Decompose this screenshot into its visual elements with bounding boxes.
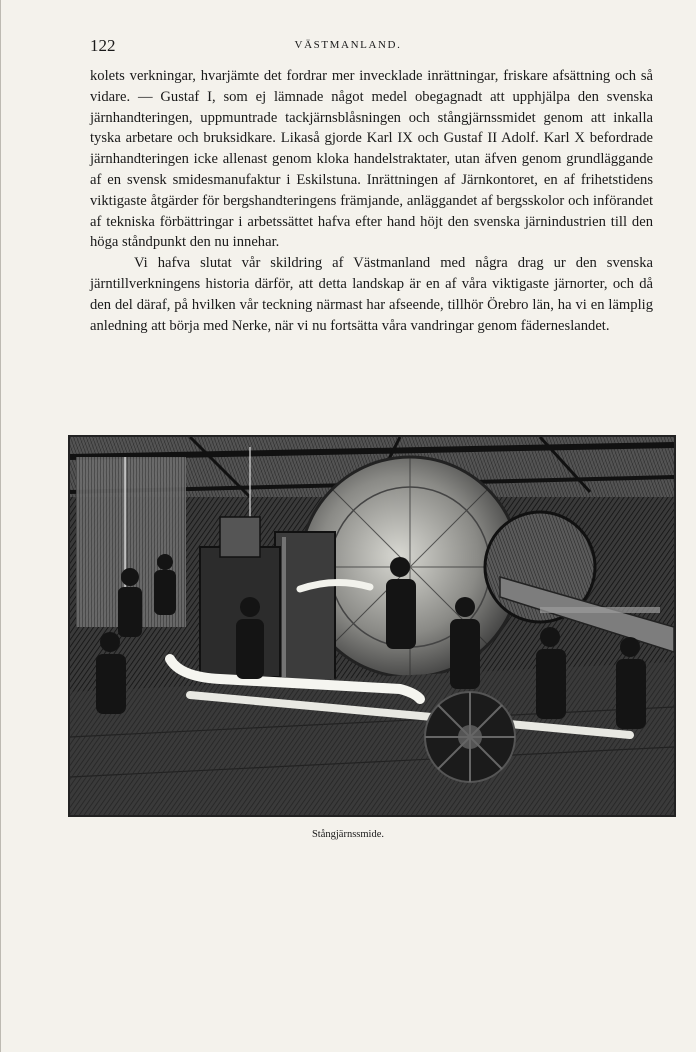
running-title: VÄSTMANLAND. [294,39,402,51]
paragraph-1: kolets verkningar, hvarjämte det fordrar mer invecklade inrättningar, friskare afsättning och så vidare. — Gustaf I, som ej lämnade något medel obegagnadt att upphjälpa den svenska järnhandteringen, uppmuntrade tackjärnsblåsningen och stångjärnssmidet genom att inkalla tyska arbetare och bruksidkare. Likaså gjorde Karl IX och Gustaf II Adolf. Karl X befordrade järnhandteringen icke allenast genom kloka handelstraktater, utan äfven genom grundläggande af en svensk smidesmanufaktur i Eskilstuna. Inrättningen af Järnkontoret, en af frihetstidens viktigaste åtgärder för bergshandteringens främjande, anläggandet af bergsskolor och införandet af tekniska förbättringar i arbetssättet hafva efter hand höjt den svenska järnindustrien till den höga ståndpunkt den nu innehar. [90,68,653,251]
page-margin-shadow [0,0,1,1052]
forge-engraving [70,437,674,815]
engraving-illustration [68,435,676,817]
body-text [90,66,653,336]
paragraph-2: Vi hafva slutat vår skildring af Västmanland med några drag ur den svenska järntillverkningens historia därför, att detta landskap är en af våra viktigaste järnorter, och då den del däraf, på hvilken vår teckning närmast har afseende, tillhör Örebro län, ha vi en lämplig anledning att börja med Nerke, när vi nu fortsätta våra vandringar genom fäderneslandet. [90,255,653,334]
page-number: 122 [90,36,116,55]
figure-caption: Stångjärnssmide. [311,829,385,840]
